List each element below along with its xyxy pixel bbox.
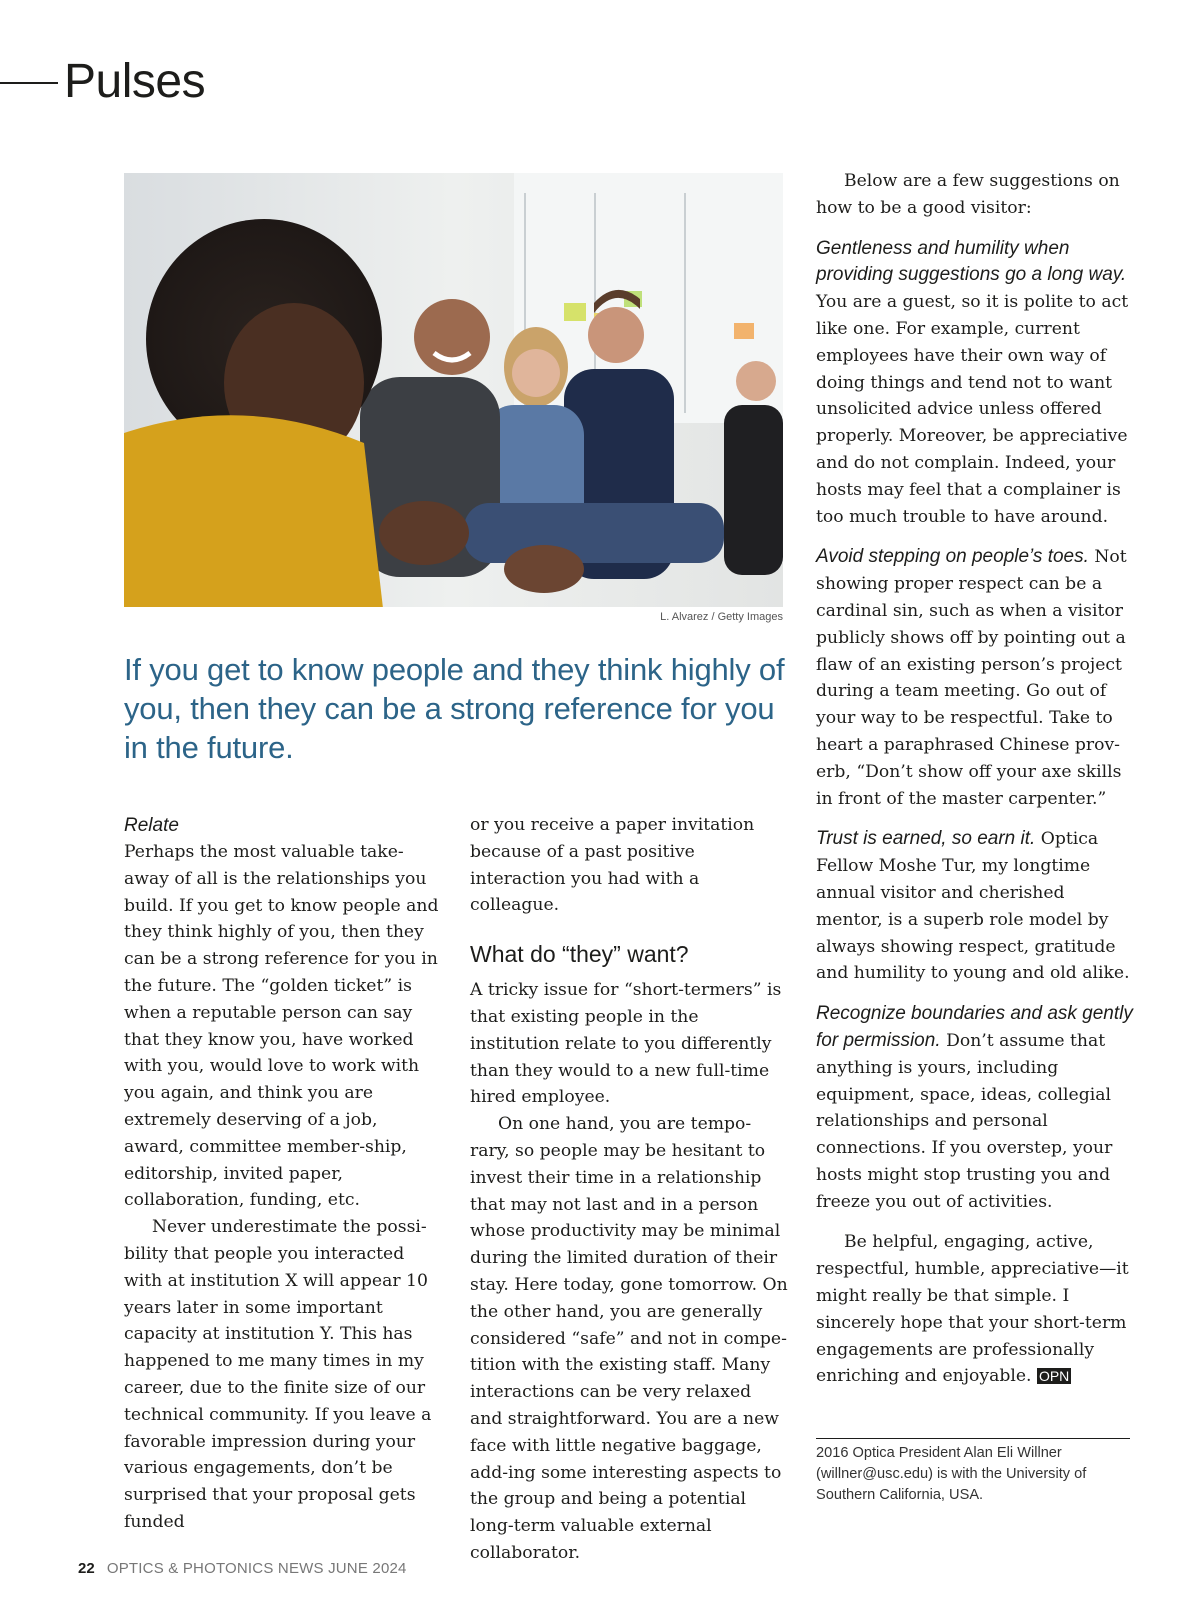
- tip-paragraph: [816, 236, 1134, 531]
- tip-heading: Avoid stepping on people’s toes.: [816, 546, 1089, 568]
- paragraph: A tricky issue for “short-termers” is that existing people in the institution relate to you differently than they would to a new full-time hired employee.: [470, 980, 782, 1108]
- tip-paragraph: [816, 826, 1134, 987]
- column-1: [124, 812, 442, 1536]
- page-footer: [78, 1560, 407, 1577]
- tip-heading: Gentleness and humility when providing suggestions go a long way.: [816, 237, 1127, 286]
- paragraph: or you receive a paper invitation because of a past positive interaction you had with a colleague.: [470, 815, 755, 916]
- section-rule: [0, 82, 58, 84]
- section-title: Pulses: [64, 55, 206, 108]
- intro-paragraph: Below are a few suggestions on how to be a good visitor:: [816, 171, 1120, 218]
- author-bio: 2016 Optica President Alan Eli Willner (willner@usc.edu) is with the University of Southern California, USA.: [816, 1445, 1087, 1503]
- end-mark: OPN: [1038, 1368, 1070, 1385]
- section-header: [0, 52, 400, 122]
- magazine-title: OPTICS & PHOTONICS NEWS JUNE 2024: [106, 1560, 407, 1577]
- tip-body: Don’t assume that anything is yours, including equipment, space, ideas, collegial relationships and personal connections. If you overstep, your hosts might stop trusting you and freeze you out of activities.: [816, 1030, 1113, 1212]
- tip-heading: Recognize boundaries and ask gently for permission.: [816, 1003, 1133, 1051]
- paragraph: Never underestimate the possi-bility that people you interacted with at institution X will appear 10 years later in some important capacity at institution Y. This has happened to me many times in my career, due to the finite size of our technical community. If you leave a favorable impression during your various engagements, don’t be surprised that your proposal gets funded: [124, 1217, 432, 1532]
- tip-body: Not showing proper respect can be a cardinal sin, such as when a visitor publicly shows off by pointing out a flaw of an existing person’s project during a team meeting. Go out of your way to be respectful. Take to heart a paraphrased Chinese prov-erb, “Don’t show off your axe skills in front of the master carpenter.”: [816, 547, 1127, 809]
- paragraph: On one hand, you are tempo-rary, so people may be hesitant to invest their time in a relationship that may not last and in a person whose productivity may be minimal during the limited duration of their stay. Here today, gone tomorrow. On the other hand, you are generally considered “safe” and not in compe-tition with the existing staff. Many interactions can be very relaxed and straightforward. You are a new face with little negative baggage, add-ing some interesting aspects to the group and being a potential long-term valuable external collaborator.: [470, 1114, 788, 1563]
- relate-heading: Relate: [124, 815, 179, 836]
- column-3: [816, 168, 1134, 1390]
- column-2: [470, 812, 788, 1567]
- paragraph: Perhaps the most valuable take-away of all is the relationships you build. If you get to know people and they think highly of you, then they can be a strong reference for you in the future. The “golden ticket” is when a reputable person can say that they know you, have worked with you, would love to work with you again, and think you are extremely deserving of a job, award, committee member-ship, editorship, invited paper, collaboration, funding, etc.: [124, 842, 439, 1211]
- tip-body: Optica Fellow Moshe Tur, my longtime annual visitor and cherished mentor, is a superb role model by always showing respect, gratitude and humility to young and old alike.: [816, 829, 1130, 984]
- section-heading: What do “they” want?: [470, 941, 689, 968]
- closing-paragraph: [816, 1229, 1134, 1390]
- tip-body: You are a guest, so it is polite to act like one. For example, current employees have their own way of doing things and tend not to want unsolicited advice unless offered properly. Moreover, be appreciative and do not complain. Indeed, your hosts may feel that a complainer is too much trouble to have around.: [816, 292, 1129, 527]
- bio-rule: [816, 1438, 1130, 1439]
- closing-text: Be helpful, engaging, active, respectful, humble, appreciative—it might really be that simple. I sincerely hope that your short-term engagements are professionally enriching and enjoyable.: [816, 1232, 1129, 1387]
- page-number: 22: [78, 1560, 95, 1577]
- tip-paragraph: [816, 1001, 1134, 1215]
- photo-credit: L. Alvarez / Getty Images: [660, 611, 783, 623]
- article-photo: [124, 173, 783, 607]
- pull-quote: If you get to know people and they think highly of you, then they can be a strong reference for you in the future.: [124, 652, 785, 765]
- tip-heading: Trust is earned, so earn it.: [816, 828, 1036, 850]
- tip-paragraph: [816, 544, 1134, 812]
